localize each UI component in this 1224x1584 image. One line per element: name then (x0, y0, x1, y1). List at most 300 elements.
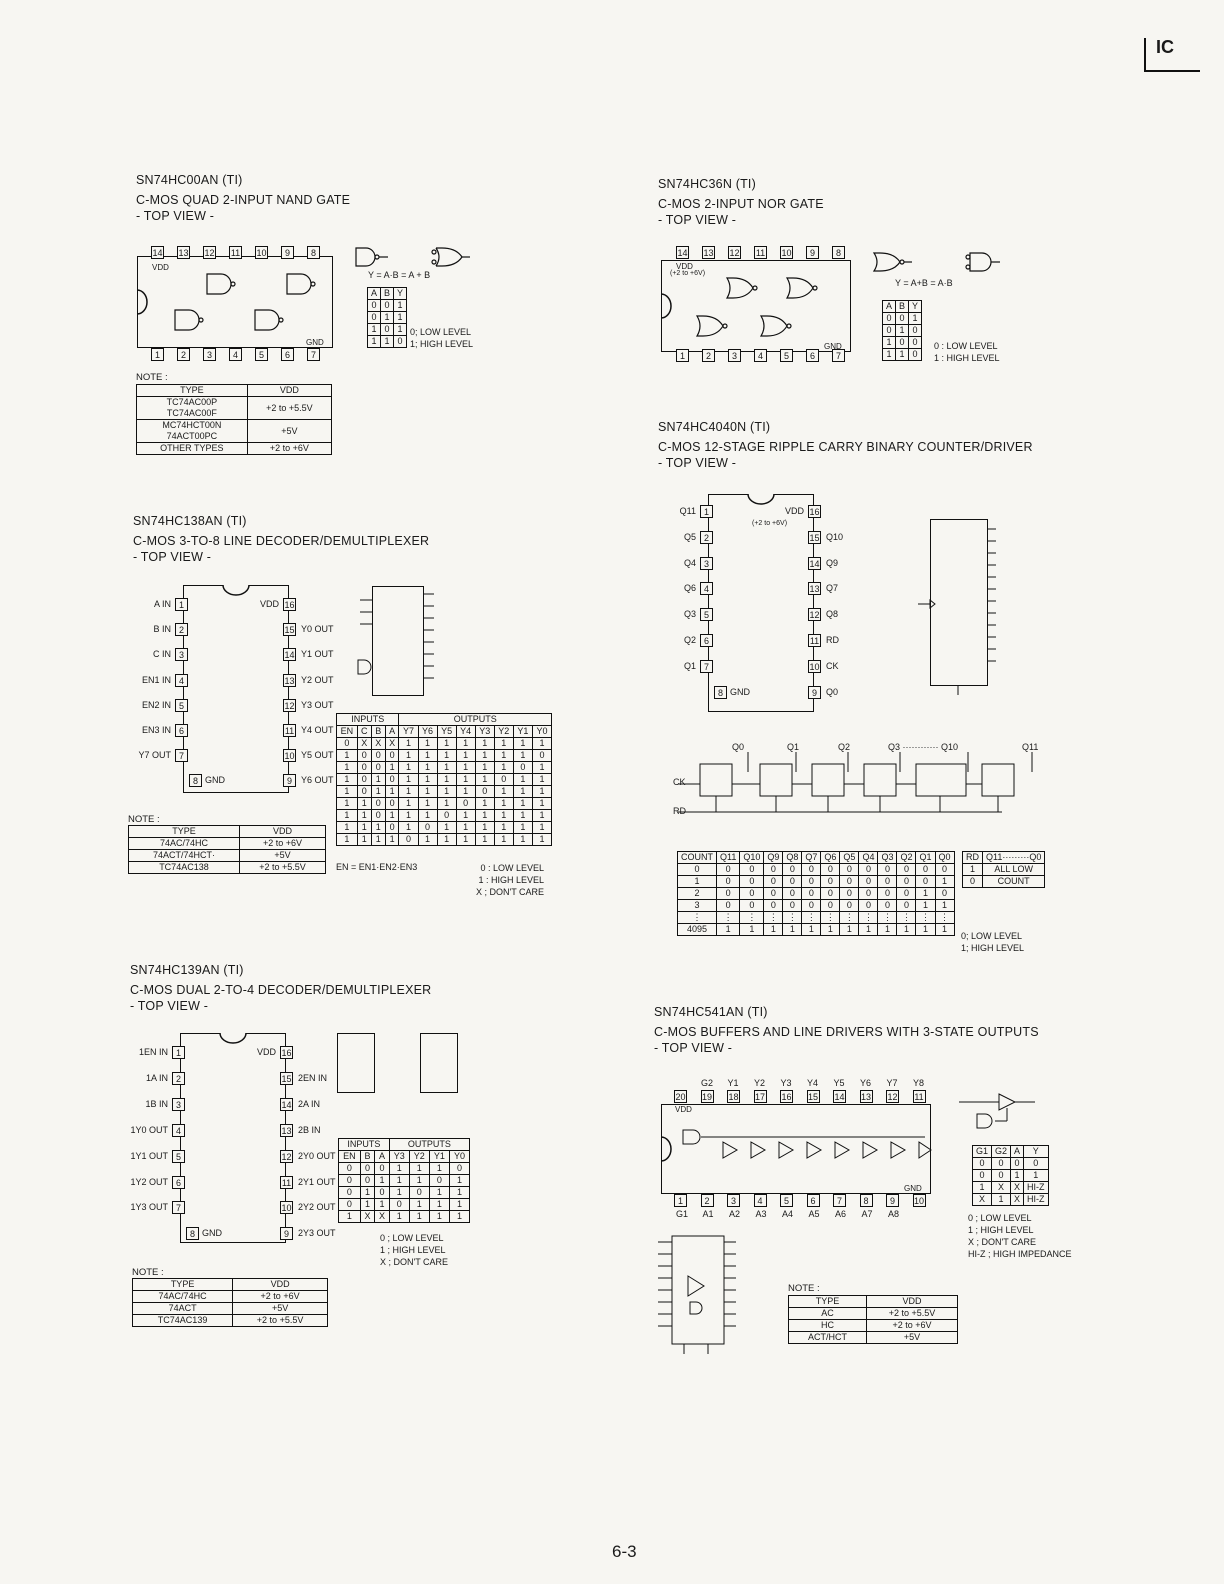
ic36-bottom-pin: 3 (728, 349, 741, 362)
ic138-truth-cell: 1 (385, 786, 399, 798)
ic00-note-cell: +2 to +5.5V (247, 397, 331, 420)
ic4040-count-header-cell: Q11 (717, 852, 740, 864)
ic139-subtitle: C-MOS DUAL 2-TO-4 DECODER/DEMULTIPLEXER (130, 983, 432, 997)
ic541-bottom-pin: 10 (913, 1196, 924, 1206)
ic00-bottom-pin: 7 (307, 348, 320, 361)
ic138-left-label: A IN (153, 599, 171, 609)
ic138-truth-cell: 1 (418, 798, 437, 810)
ic00-heading (136, 172, 350, 224)
ic138-truth-cell: 1 (385, 762, 399, 774)
ic139-right-label: 2Y3 OUT (298, 1228, 336, 1239)
ic541-gnd-label: GND (904, 1184, 922, 1193)
ic139-truth-cell: 1 (429, 1163, 449, 1175)
ic138-truth-cell: 1 (437, 774, 456, 786)
ic138-truth-cell: 1 (385, 810, 399, 822)
ic139-right-pin: 15 (281, 1073, 292, 1084)
ic36-truth-cell: 1 (896, 349, 909, 361)
ic00-bottom-pin: 6 (281, 348, 294, 361)
ic139-truth-cell: 0 (339, 1175, 361, 1187)
ic138-truth-cell: 0 (357, 762, 371, 774)
ic541-bottom-pin: 8 (860, 1194, 873, 1207)
ic00-gnd-label: GND (306, 338, 324, 347)
ic138-truth-cell: 1 (357, 798, 371, 810)
ic4040-count-cell: 0 (840, 888, 859, 900)
ic36-equation: Y = A+B = A·B (895, 278, 953, 288)
ic36-truth-cell: 0 (896, 337, 909, 349)
ic139-truth-cell: 1 (360, 1187, 374, 1199)
ic4040-right-label: Q9 (826, 557, 839, 568)
ic36-truth-cell: 1 (896, 325, 909, 337)
ic541-truth-row (973, 1158, 1049, 1170)
ic541-note-cell: +2 to +6V (867, 1320, 958, 1332)
ic00-truth-row (368, 324, 407, 336)
ic4040-count-cell: ⋮ (802, 912, 821, 924)
ic139-logic-symbol-2 (420, 1033, 458, 1093)
ic541-legend-hiz: HI-Z ; HIGH IMPEDANCE (968, 1249, 1072, 1259)
ic139-left-label: 1Y1 OUT (130, 1150, 168, 1161)
ic138-truth-cell: 1 (475, 762, 494, 774)
ic138-left-pin: 4 (175, 674, 188, 687)
ic138-note-cell: 74AC/74HC (129, 838, 240, 850)
ic36-truth-cell: 0 (909, 325, 922, 337)
ic36-truth-row (883, 325, 922, 337)
ic36-truth-header-cell: A (883, 301, 896, 313)
ic138-left-pin: 6 (175, 724, 188, 737)
ic00-note-row (137, 397, 332, 420)
ic00-truth-header-cell: A (368, 288, 381, 300)
ic00-legend (410, 326, 473, 350)
ic138-truth-row (337, 798, 552, 810)
ic138-note-row (129, 838, 326, 850)
ic00-note-table (136, 384, 332, 455)
ic138-truth-cell: 1 (475, 750, 494, 762)
ic541-truth-cell: 0 (992, 1170, 1011, 1182)
ic541-view: - TOP VIEW - (654, 1041, 733, 1055)
ic4040-count-cell: 1 (740, 924, 764, 936)
ic138-right-pin: 16 (284, 600, 295, 610)
ic36-bottom-pin: 6 (806, 349, 819, 362)
ic4040-ff-q1: Q1 (787, 742, 800, 752)
ic36-top-pin: 10 (781, 248, 792, 258)
ic138-truth-cell: 1 (437, 762, 456, 774)
ic4040-count-cell: 0 (740, 888, 764, 900)
ic138-left-pin: 8 (189, 774, 202, 787)
ic139-note-label: NOTE : (132, 1267, 164, 1278)
ic541-truth-cell: X (992, 1182, 1011, 1194)
ic00-truth-cell: 0 (381, 324, 394, 336)
ic4040-count-row (678, 864, 955, 876)
ic138-truth-cell: 1 (337, 834, 358, 846)
ic138-subtitle: C-MOS 3-TO-8 LINE DECODER/DEMULTIPLEXER (133, 534, 430, 548)
ic541-top-label: Y7 (886, 1078, 898, 1088)
ic4040-count-header-cell: Q2 (897, 852, 916, 864)
ic36-truth-cell: 1 (883, 337, 896, 349)
ic541-truth-cell: X (1011, 1182, 1024, 1194)
ic36-truth-header-cell: Y (909, 301, 922, 313)
ic138-truth-cell: 1 (337, 750, 358, 762)
ic36-vdd-label: VDD (676, 262, 693, 271)
ic541-logic-symbol (656, 1230, 756, 1360)
ic4040-rd-cell: ALL LOW (983, 864, 1045, 876)
ic138-truth-cell: 1 (494, 810, 513, 822)
ic541-bottom-pin: 5 (780, 1194, 793, 1207)
ic138-left-pin: 2 (175, 623, 188, 636)
ic138-right-pin: 11 (284, 726, 295, 736)
ic4040-left-label: Q4 (683, 557, 696, 568)
ic138-truth-cell: 1 (532, 834, 551, 846)
ic138-truth-cell: 1 (418, 750, 437, 762)
ic139-left-pin: 2 (172, 1072, 185, 1085)
ic139-left-label: 1B IN (145, 1098, 168, 1109)
ic138-truth-header-cell: B (371, 726, 385, 738)
ic139-truth-row (339, 1175, 470, 1187)
ic541-truth-row (973, 1170, 1049, 1182)
ic4040-rd-header-cell: Q11·········Q0 (983, 852, 1045, 864)
ic4040-count-cell: 0 (821, 876, 840, 888)
ic541-top-pin: 16 (781, 1092, 792, 1102)
ic00-truth-header-cell: B (381, 288, 394, 300)
ic4040-ripple-diagram (672, 742, 1052, 822)
ic139-truth-cell: 1 (409, 1175, 429, 1187)
ic36-top-pin: 13 (703, 248, 714, 258)
ic541-truth-header-cell: A (1011, 1146, 1024, 1158)
ic4040-right-label: VDD (784, 506, 804, 516)
ic139-inputs-header: INPUTS (339, 1139, 390, 1151)
ic4040-rd-cell: 0 (963, 876, 983, 888)
ic36-nor-symbol (866, 247, 1016, 277)
ic541-top-pin: 13 (860, 1092, 871, 1102)
ic138-note-cell: TC74AC138 (129, 862, 240, 874)
ic00-view: - TOP VIEW - (136, 209, 215, 223)
ic4040-view: - TOP VIEW - (658, 456, 737, 470)
ic138-truth-cell: 0 (371, 750, 385, 762)
ic00-note-header-cell: VDD (247, 385, 331, 397)
ic138-right-pin: 14 (284, 650, 295, 661)
ic36-truth-row (883, 313, 922, 325)
ic138-truth-cell: 0 (532, 750, 551, 762)
ic541-top-pin: 14 (834, 1092, 845, 1102)
ic4040-rd-table (962, 851, 1045, 888)
ic36-top-pin: 11 (755, 248, 766, 258)
ic138-truth-cell: 1 (513, 822, 532, 834)
ic139-truth-cell: 1 (429, 1187, 449, 1199)
ic00-truth-table (367, 287, 407, 348)
ic4040-right-pin: 13 (809, 584, 820, 595)
ic138-truth-cell: 0 (337, 738, 358, 750)
ic139-note-cell: +2 to +6V (233, 1291, 328, 1303)
ic139-truth-cell: 1 (409, 1211, 429, 1223)
ic138-truth-header-cell: Y1 (513, 726, 532, 738)
ic4040-count-cell: 0 (878, 900, 897, 912)
ic4040-count-cell: 2 (678, 888, 717, 900)
ic00-top-pin: 13 (178, 248, 189, 258)
ic138-truth-cell: 1 (357, 834, 371, 846)
ic139-right-label: 2Y1 OUT (298, 1176, 336, 1187)
ic138-truth-cell: 1 (532, 762, 551, 774)
ic138-legend-dontcare: X ; DON'T CARE (476, 887, 545, 897)
ic139-note-row (133, 1291, 328, 1303)
ic00-nand-symbol (348, 242, 478, 272)
ic541-top-pin: 19 (701, 1092, 712, 1102)
ic4040-count-cell: 0 (840, 900, 859, 912)
ic36-truth-table (882, 300, 922, 361)
ic4040-count-cell: ⋮ (678, 912, 717, 924)
ic36-legend (934, 340, 1000, 364)
ic139-left-pin: 5 (172, 1150, 185, 1163)
ic4040-count-cell: ⋮ (717, 912, 740, 924)
ic139-truth-cell: 1 (389, 1163, 409, 1175)
ic139-right-pin: 13 (281, 1125, 292, 1136)
ic138-truth-cell: 0 (385, 774, 399, 786)
ic541-top-label: Y4 (807, 1078, 819, 1088)
ic36-truth-cell: 0 (909, 349, 922, 361)
ic00-note-label: NOTE : (136, 372, 168, 383)
ic138-right-pin: 10 (284, 751, 295, 762)
ic4040-left-pin: 7 (700, 660, 713, 673)
ic4040-left-label: Q6 (683, 583, 696, 594)
ic138-truth-cell: 0 (385, 750, 399, 762)
ic00-subtitle: C-MOS QUAD 2-INPUT NAND GATE (136, 193, 351, 207)
ic138-right-label: Y3 OUT (301, 699, 334, 710)
ic4040-left-label: Q5 (683, 531, 696, 542)
ic00-note-header-cell: TYPE (137, 385, 248, 397)
ic4040-right-label: RD (826, 635, 839, 645)
ic139-truth-cell: 0 (339, 1163, 361, 1175)
ic139-left-label: 1EN IN (138, 1047, 168, 1057)
ic4040-left-pin: 5 (700, 608, 713, 621)
ic138-truth-row (337, 822, 552, 834)
ic139-view: - TOP VIEW - (130, 999, 209, 1013)
ic4040-legend-low: 0; LOW LEVEL (961, 931, 1023, 941)
ic4040-right-label: Q10 (826, 531, 844, 542)
ic138-truth-cell: 1 (494, 822, 513, 834)
ic139-note-cell: +5V (233, 1303, 328, 1315)
ic4040-count-cell: 1 (783, 924, 802, 936)
ic139-right-pin: 9 (280, 1227, 293, 1240)
ic4040-count-header-cell: Q8 (783, 852, 802, 864)
ic4040-count-cell: 1 (821, 924, 840, 936)
ic36-truth-cell: 0 (883, 313, 896, 325)
ic138-truth-cell: 1 (456, 810, 475, 822)
ic541-note-table (788, 1295, 958, 1344)
ic36-gnd-label: GND (824, 342, 842, 351)
ic00-top-pin: 14 (152, 248, 163, 258)
ic139-truth-header-cell: Y3 (389, 1151, 409, 1163)
ic541-heading (654, 1004, 1039, 1056)
ic00-truth-row (368, 300, 407, 312)
ic138-truth-cell: 1 (418, 762, 437, 774)
ic138-truth-cell: 1 (532, 774, 551, 786)
ic36-bottom-pin: 4 (754, 349, 767, 362)
ic541-top-pin: 12 (887, 1092, 898, 1102)
ic138-outputs-header: OUTPUTS (399, 714, 552, 726)
ic139-truth-header-cell: A (375, 1151, 389, 1163)
ic138-truth-cell: 1 (532, 798, 551, 810)
ic541-top-pin: 15 (807, 1092, 818, 1102)
ic138-truth-cell: 1 (475, 774, 494, 786)
ic138-truth-cell: 1 (371, 786, 385, 798)
ic139-truth-header-cell: EN (339, 1151, 361, 1163)
section-tag: IC (1144, 38, 1200, 72)
ic138-truth-cell: 1 (399, 810, 418, 822)
ic4040-legend (961, 930, 1024, 954)
ic4040-count-cell: ⋮ (783, 912, 802, 924)
ic4040-count-cell: 0 (859, 864, 878, 876)
ic138-truth-row (337, 786, 552, 798)
ic541-truth-cell: HI-Z (1024, 1182, 1049, 1194)
ic138-truth-cell: 0 (371, 810, 385, 822)
ic138-truth-cell: 1 (437, 738, 456, 750)
ic36-truth-cell: 0 (909, 337, 922, 349)
ic139-note-table (132, 1278, 328, 1327)
ic138-truth-cell: 1 (494, 798, 513, 810)
ic138-right-label: Y2 OUT (301, 674, 334, 685)
ic139-truth-cell: X (360, 1211, 374, 1223)
ic36-truth-cell: 1 (909, 313, 922, 325)
ic4040-count-cell: 1 (935, 900, 954, 912)
ic00-bottom-pin: 1 (151, 348, 164, 361)
ic138-truth-cell: 1 (456, 834, 475, 846)
ic541-truth-cell: 0 (1024, 1158, 1049, 1170)
ic4040-count-cell: 0 (783, 864, 802, 876)
ic139-left-label: 1A IN (145, 1072, 168, 1083)
ic138-truth-cell: 1 (532, 786, 551, 798)
ic139-truth-cell: 0 (360, 1175, 374, 1187)
ic4040-count-cell: 0 (783, 876, 802, 888)
ic541-truth-cell: 1 (992, 1194, 1011, 1206)
ic139-left-pin: 7 (172, 1201, 185, 1214)
ic541-legend-dontcare: X ; DON'T CARE (968, 1237, 1037, 1247)
ic541-note-row (789, 1320, 958, 1332)
ic138-truth-cell: 1 (418, 774, 437, 786)
ic4040-count-header-cell: Q5 (840, 852, 859, 864)
ic4040-count-cell: 0 (717, 888, 740, 900)
ic138-truth-cell: 1 (532, 738, 551, 750)
ic138-truth-row (337, 774, 552, 786)
ic139-right-pin: 11 (281, 1177, 292, 1188)
ic139-note-header-cell: TYPE (133, 1279, 233, 1291)
ic4040-count-cell: 0 (897, 888, 916, 900)
ic541-bottom-pin: 7 (833, 1194, 846, 1207)
ic138-truth-cell: 0 (399, 834, 418, 846)
ic00-bottom-pin: 4 (229, 348, 242, 361)
ic139-truth-cell: 1 (409, 1163, 429, 1175)
ic541-top-pin: 11 (914, 1092, 924, 1102)
ic138-truth-cell: 1 (371, 834, 385, 846)
ic4040-right-pin: 16 (809, 507, 820, 517)
ic139-right-label: 2A IN (298, 1098, 321, 1109)
ic4040-count-row (678, 924, 955, 936)
ic139-truth-cell: 1 (409, 1199, 429, 1211)
ic4040-left-pin: 4 (700, 582, 713, 595)
ic139-truth-cell: 0 (389, 1199, 409, 1211)
ic138-truth-cell: 0 (437, 810, 456, 822)
ic4040-count-cell: 0 (916, 876, 935, 888)
ic4040-left-pin: 3 (700, 557, 713, 570)
ic4040-count-cell: 1 (916, 900, 935, 912)
ic138-truth-cell: 1 (513, 774, 532, 786)
ic138-right-pin: 12 (284, 700, 295, 711)
ic138-truth-cell: 0 (494, 774, 513, 786)
ic00-note-cell: TC74AC00P TC74AC00F (137, 397, 248, 420)
ic139-truth-header-cell: Y1 (429, 1151, 449, 1163)
ic00-bottom-pin: 5 (255, 348, 268, 361)
ic138-truth-cell: 1 (494, 750, 513, 762)
ic4040-count-header-cell: Q4 (859, 852, 878, 864)
ic00-truth-header-cell: Y (394, 288, 407, 300)
ic139-logic-symbol-1 (337, 1033, 375, 1093)
ic139-right-label: VDD (256, 1047, 276, 1057)
ic138-truth-cell: X (385, 738, 399, 750)
ic138-truth-cell: 1 (337, 786, 358, 798)
ic4040-ff-q11: Q11 (1022, 742, 1039, 752)
ic138-truth-cell: 1 (456, 786, 475, 798)
ic138-truth-cell: 1 (337, 810, 358, 822)
ic138-note-row (129, 850, 326, 862)
ic4040-count-cell: 1 (802, 924, 821, 936)
ic4040-count-cell: 0 (840, 864, 859, 876)
ic138-truth-cell: 1 (513, 750, 532, 762)
ic00-truth-cell: 1 (381, 312, 394, 324)
ic4040-count-cell: 0 (821, 864, 840, 876)
ic541-bottom-label: A2 (729, 1209, 741, 1219)
ic139-truth-cell: 0 (360, 1163, 374, 1175)
ic4040-count-cell: 0 (802, 900, 821, 912)
ic138-truth-cell: 1 (399, 762, 418, 774)
ic541-title: SN74HC541AN (TI) (654, 1005, 768, 1019)
ic139-right-label: 2B IN (298, 1124, 321, 1135)
ic4040-left-pin: 8 (714, 686, 727, 699)
ic139-legend-high: 1 ; HIGH LEVEL (380, 1245, 446, 1255)
ic541-note-header-cell: VDD (867, 1296, 958, 1308)
ic4040-count-header-cell: Q3 (878, 852, 897, 864)
ic4040-count-cell: 1 (717, 924, 740, 936)
ic4040-ff-q0: Q0 (732, 742, 745, 752)
ic4040-count-cell: ⋮ (859, 912, 878, 924)
ic36-bottom-pin: 5 (780, 349, 793, 362)
ic138-legend-low: 0 : LOW LEVEL (480, 863, 545, 873)
ic138-truth-cell: 1 (456, 738, 475, 750)
ic138-truth-row (337, 738, 552, 750)
ic139-left-label: 1Y0 OUT (130, 1124, 168, 1135)
ic4040-count-cell: 0 (821, 900, 840, 912)
ic541-note-row (789, 1308, 958, 1320)
ic4040-count-cell: 0 (802, 888, 821, 900)
ic4040-count-cell: 0 (717, 864, 740, 876)
ic138-right-label: VDD (259, 599, 279, 609)
ic4040-count-cell: ⋮ (897, 912, 916, 924)
ic4040-count-cell: 1 (878, 924, 897, 936)
ic138-truth-cell: 1 (437, 822, 456, 834)
ic139-package (180, 1033, 286, 1243)
ic541-bottom-pin: 1 (674, 1194, 687, 1207)
ic4040-right-label: Q0 (826, 686, 839, 697)
ic139-left-label: 1Y2 OUT (130, 1176, 168, 1187)
ic4040-ck-label: CK (673, 777, 686, 787)
ic138-left-pin: 7 (175, 749, 188, 762)
ic138-truth-cell: 1 (337, 762, 358, 774)
ic541-top-pin: 18 (728, 1092, 739, 1102)
ic4040-count-cell: 0 (802, 876, 821, 888)
ic36-truth-cell: 0 (883, 325, 896, 337)
ic138-right-label: Y1 OUT (301, 649, 334, 660)
ic138-left-pin: 1 (175, 598, 188, 611)
ic4040-count-cell: 0 (717, 900, 740, 912)
ic138-truth-cell: 1 (418, 786, 437, 798)
ic139-truth-cell: X (375, 1211, 389, 1223)
ic138-truth-cell: 0 (475, 786, 494, 798)
ic138-note-row (129, 862, 326, 874)
